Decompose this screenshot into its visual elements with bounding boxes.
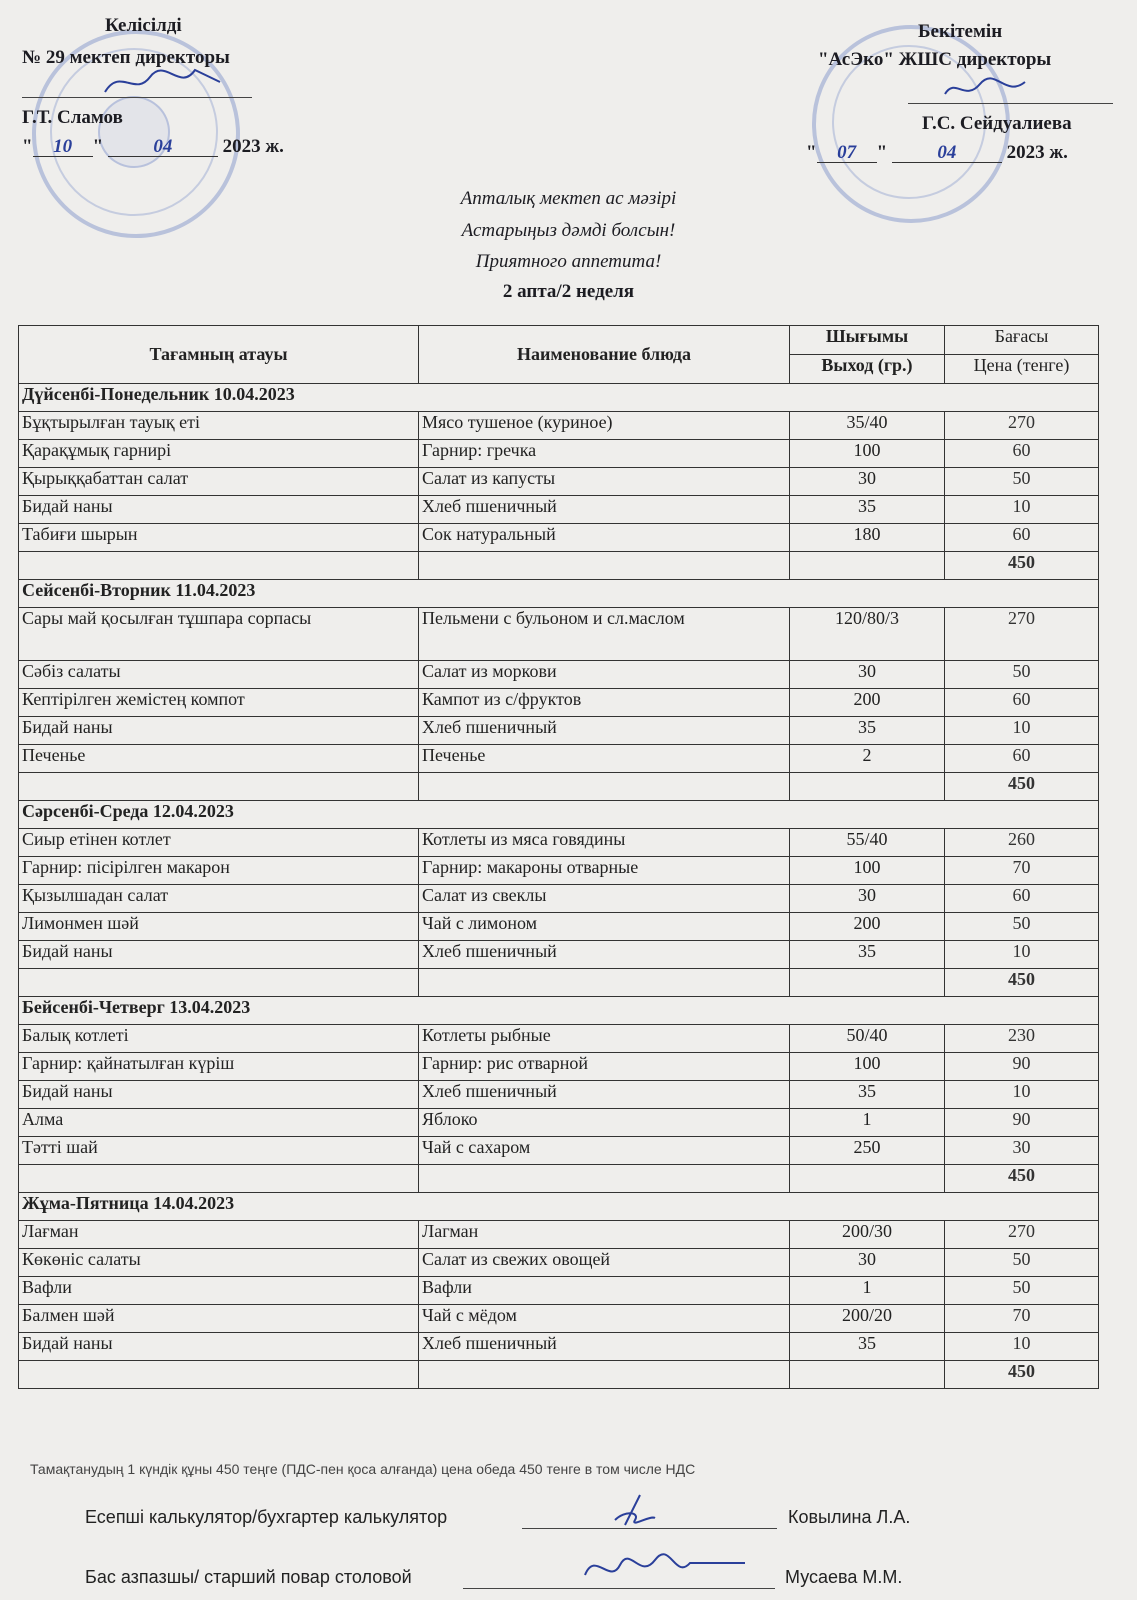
dish-yield: 30 [790,885,945,913]
company-director-position: "АсЭко" ЖШС директоры [818,49,1052,70]
dish-yield: 100 [790,1053,945,1081]
table-row [19,857,1099,885]
table-row [19,524,1099,552]
table-row [19,1137,1099,1165]
dish-kz: Гарнир: пісірілген макарон [19,857,419,885]
dish-ru: Сок натуральный [419,524,790,552]
total-row [19,1165,1099,1193]
dish-price: 270 [945,608,1099,661]
table-row [19,717,1099,745]
column-header-ru-name: Наименование блюда [419,326,790,384]
dish-price: 50 [945,913,1099,941]
dish-price: 90 [945,1053,1099,1081]
table-row [19,745,1099,773]
dish-kz: Бидай наны [19,496,419,524]
company-director-name: Г.С. Сейдуалиева [922,113,1072,134]
dish-kz: Қызылшадан салат [19,885,419,913]
table-row [19,1277,1099,1305]
table-row [19,941,1099,969]
dish-kz: Вафли [19,1277,419,1305]
dish-ru: Котлеты рыбные [419,1025,790,1053]
dish-ru: Чай с сахаром [419,1137,790,1165]
dish-kz: Лимонмен шәй [19,913,419,941]
accountant-name: Ковылина Л.А. [788,1507,911,1527]
school-director-position: № 29 мектеп директоры [22,47,230,68]
table-row [19,1305,1099,1333]
accountant-signature [595,1490,665,1530]
dish-kz: Бидай наны [19,717,419,745]
daily-cost-note: Тамақтанудың 1 күндік құны 450 теңге (ПДС-пен қоса алғанда) цена обеда 450 тенге в том числе НДС [30,1461,696,1477]
table-row [19,661,1099,689]
dish-kz: Балмен шәй [19,1305,419,1333]
dish-ru: Мясо тушеное (куриное) [419,412,790,440]
dish-ru: Кампот из с/фруктов [419,689,790,717]
column-header-yield-ru: Выход (гр.) [790,355,945,384]
day-total: 450 [945,552,1099,580]
dish-kz: Қарақұмық гарнирі [19,440,419,468]
table-row [19,1053,1099,1081]
dish-yield: 35 [790,496,945,524]
dish-yield: 30 [790,1249,945,1277]
day-total: 450 [945,1165,1099,1193]
day-total: 450 [945,773,1099,801]
dish-price: 10 [945,1333,1099,1361]
day-row-tuesday [19,580,1099,608]
dish-price: 10 [945,941,1099,969]
day-row-monday [19,384,1099,412]
dish-price: 10 [945,1081,1099,1109]
table-row [19,440,1099,468]
table-row [19,1025,1099,1053]
menu-table [18,325,1099,1389]
table-row [19,689,1099,717]
table-row [19,412,1099,440]
dish-yield: 50/40 [790,1025,945,1053]
dish-ru: Котлеты из мяса говядины [419,829,790,857]
dish-ru: Чай с лимоном [419,913,790,941]
column-header-yield-kz: Шығымы [790,326,945,355]
dish-kz: Сәбіз салаты [19,661,419,689]
right-date: " 07 " 04 2023 ж. [806,142,1068,163]
dish-kz: Балық котлеті [19,1025,419,1053]
dish-ru: Гарнир: гречка [419,440,790,468]
dish-price: 60 [945,689,1099,717]
dish-yield: 35/40 [790,412,945,440]
left-date: " 10 " 04 2023 ж. [22,136,284,157]
dish-price: 270 [945,1221,1099,1249]
dish-yield: 30 [790,661,945,689]
dish-ru: Гарнир: рис отварной [419,1053,790,1081]
dish-kz: Бұқтырылған тауық еті [19,412,419,440]
dish-yield: 200 [790,913,945,941]
dish-yield: 250 [790,1137,945,1165]
dish-ru: Хлеб пшеничный [419,496,790,524]
dish-ru: Пельмени с бульоном и сл.маслом [419,608,790,661]
greeting-kz: Астарыңыз дәмді болсын! [461,220,676,241]
dish-kz: Тәтті шай [19,1137,419,1165]
school-director-name: Г.Т. Сламов [22,107,123,128]
dish-ru: Вафли [419,1277,790,1305]
dish-kz: Кептірілген жемістең компот [19,689,419,717]
dish-price: 260 [945,829,1099,857]
day-label: Бейсенбі-Четверг 13.04.2023 [19,997,1099,1025]
total-row [19,969,1099,997]
table-row [19,1081,1099,1109]
table-row [19,1249,1099,1277]
table-row [19,1221,1099,1249]
dish-kz: Печенье [19,745,419,773]
dish-ru: Лагман [419,1221,790,1249]
dish-price: 60 [945,745,1099,773]
dish-ru: Печенье [419,745,790,773]
company-director-signature [940,72,1030,106]
dish-kz: Сиыр етінен котлет [19,829,419,857]
dish-yield: 100 [790,440,945,468]
approve-title: Бекітемін [918,21,1003,42]
dish-yield: 200 [790,689,945,717]
dish-price: 230 [945,1025,1099,1053]
table-row [19,468,1099,496]
chef-name: Мусаева М.М. [785,1567,903,1587]
dish-kz: Гарнир: қайнатылған күріш [19,1053,419,1081]
total-row [19,1361,1099,1389]
dish-kz: Бидай наны [19,1333,419,1361]
dish-yield: 35 [790,1333,945,1361]
day-total: 450 [945,969,1099,997]
dish-yield: 35 [790,941,945,969]
dish-ru: Салат из свеклы [419,885,790,913]
dish-ru: Гарнир: макароны отварные [419,857,790,885]
dish-yield: 2 [790,745,945,773]
dish-yield: 120/80/3 [790,608,945,661]
dish-yield: 200/30 [790,1221,945,1249]
dish-price: 50 [945,661,1099,689]
dish-price: 90 [945,1109,1099,1137]
dish-price: 60 [945,524,1099,552]
dish-yield: 35 [790,717,945,745]
dish-price: 30 [945,1137,1099,1165]
table-row [19,829,1099,857]
table-row [19,1333,1099,1361]
day-row-wednesday [19,801,1099,829]
table-row [19,1109,1099,1137]
dish-kz: Табиғи шырын [19,524,419,552]
total-row [19,773,1099,801]
column-header-price-kz: Бағасы [945,326,1099,355]
dish-ru: Чай с мёдом [419,1305,790,1333]
greeting-ru: Приятного аппетита! [475,251,662,272]
dish-yield: 200/20 [790,1305,945,1333]
day-row-friday [19,1193,1099,1221]
director-signature [100,62,230,102]
day-total: 450 [945,1361,1099,1389]
day-label: Жұма-Пятница 14.04.2023 [19,1193,1099,1221]
dish-price: 60 [945,885,1099,913]
dish-price: 70 [945,857,1099,885]
dish-yield: 30 [790,468,945,496]
dish-kz: Қырыққабаттан салат [19,468,419,496]
day-label: Сейсенбі-Вторник 11.04.2023 [19,580,1099,608]
dish-kz: Алма [19,1109,419,1137]
dish-yield: 100 [790,857,945,885]
dish-kz: Бидай наны [19,941,419,969]
dish-price: 50 [945,1249,1099,1277]
chef-signature [580,1545,750,1590]
chef-role: Бас азпазшы/ старший повар столовой [85,1567,412,1587]
column-header-price-ru: Цена (тенге) [945,355,1099,384]
dish-ru: Хлеб пшеничный [419,717,790,745]
dish-ru: Хлеб пшеничный [419,1081,790,1109]
dish-price: 50 [945,1277,1099,1305]
table-row [19,608,1099,661]
day-label: Сәрсенбі-Среда 12.04.2023 [19,801,1099,829]
dish-yield: 1 [790,1277,945,1305]
table-row [19,496,1099,524]
dish-yield: 1 [790,1109,945,1137]
table-header-row [19,326,1099,355]
dish-ru: Салат из моркови [419,661,790,689]
dish-yield: 35 [790,1081,945,1109]
approval-title: Келісілді [105,15,182,36]
dish-yield: 180 [790,524,945,552]
dish-ru: Салат из капусты [419,468,790,496]
total-row [19,552,1099,580]
dish-ru: Хлеб пшеничный [419,1333,790,1361]
dish-price: 270 [945,412,1099,440]
dish-kz: Көкөніс салаты [19,1249,419,1277]
dish-kz: Лағман [19,1221,419,1249]
dish-kz: Бидай наны [19,1081,419,1109]
menu-title-kz: Апталық мектеп ас мәзірі [460,188,677,209]
week-label: 2 апта/2 неделя [502,281,635,302]
day-row-thursday [19,997,1099,1025]
dish-price: 50 [945,468,1099,496]
dish-price: 70 [945,1305,1099,1333]
dish-ru: Салат из свежих овощей [419,1249,790,1277]
dish-ru: Хлеб пшеничный [419,941,790,969]
dish-price: 10 [945,717,1099,745]
table-row [19,885,1099,913]
column-header-kz-name: Тағамның атауы [19,326,419,384]
dish-yield: 55/40 [790,829,945,857]
dish-kz: Сары май қосылған тұшпара сорпасы [19,608,419,661]
dish-ru: Яблоко [419,1109,790,1137]
dish-price: 60 [945,440,1099,468]
accountant-role: Есепші калькулятор/бухгартер калькулятор [85,1507,448,1527]
dish-price: 10 [945,496,1099,524]
day-label: Дүйсенбі-Понедельник 10.04.2023 [19,384,1099,412]
table-row [19,913,1099,941]
